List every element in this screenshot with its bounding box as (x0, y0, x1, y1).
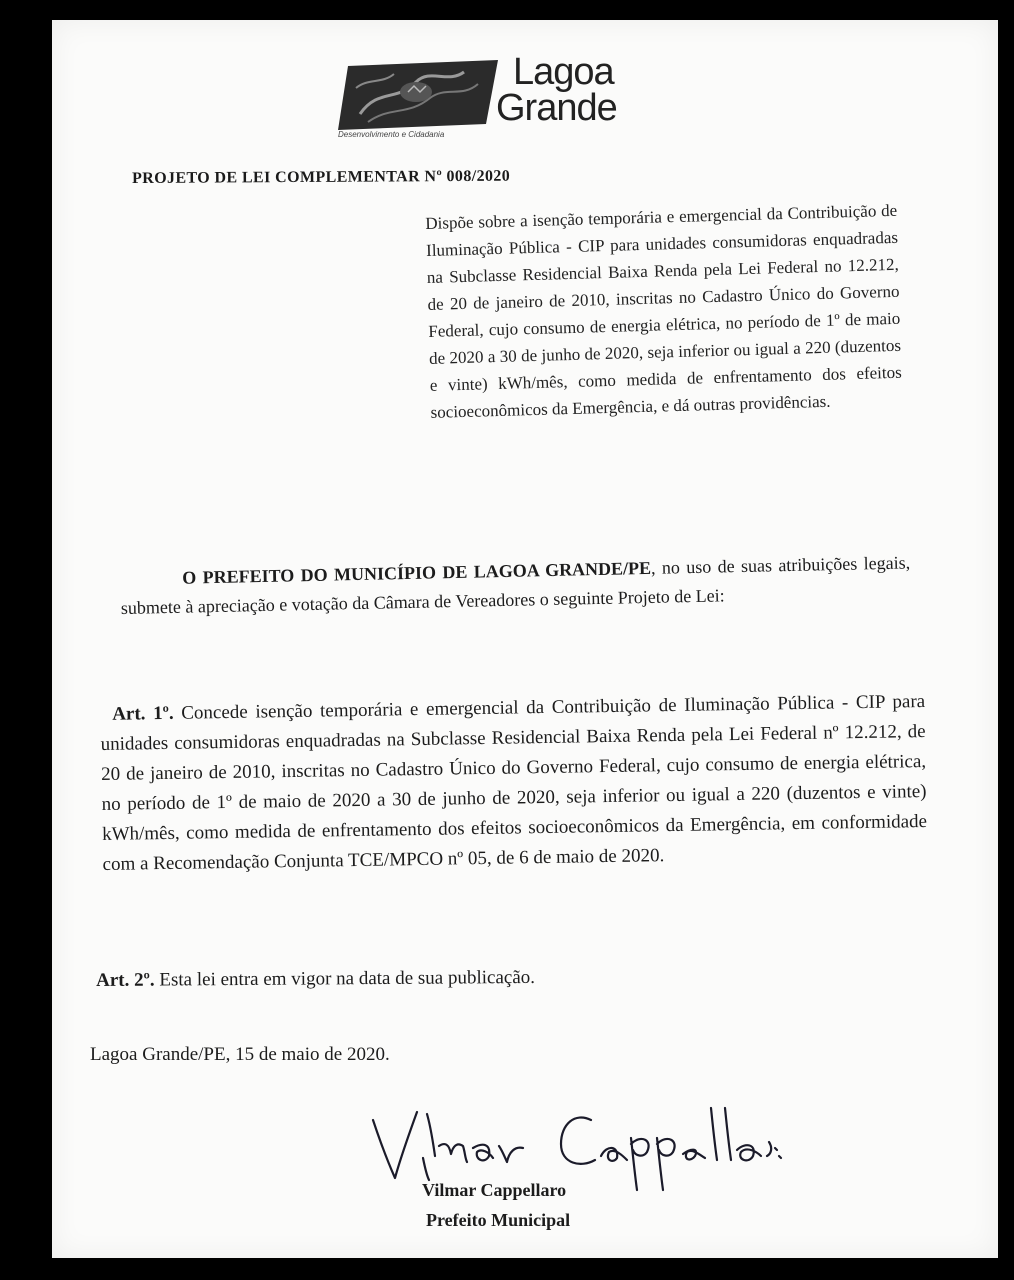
preamble-text: , no uso de suas atribuições legais, submete à apreciação e votação da Câmara de Vereadores o seguinte Projeto de Lei: (120, 552, 911, 618)
document-title: PROJETO DE LEI COMPLEMENTAR Nº 008/2020 (132, 167, 511, 187)
municipality-logo (338, 51, 668, 144)
logo-word-line2: Grande (496, 87, 617, 129)
place-date: Lagoa Grande/PE, 15 de maio de 2020. (90, 1044, 390, 1065)
article-2-text: Esta lei entra em vigor na data de sua publicação. (154, 966, 536, 991)
article-2 (96, 961, 796, 996)
preamble-authority: O PREFEITO DO MUNICÍPIO DE LAGOA GRANDE/PE (182, 557, 652, 588)
article-1-label: Art. 1º. (112, 702, 174, 725)
logo-emblem-icon (338, 58, 498, 132)
article-1 (100, 687, 928, 880)
signatory-name: Vilmar Cappellaro (422, 1180, 567, 1200)
logo-word-line1: Lagoa (513, 51, 614, 93)
signatory-role: Prefeito Municipal (426, 1210, 571, 1230)
article-2-label: Art. 2º. (96, 969, 155, 991)
article-1-text: Concede isenção temporária e emergencial da Contribuição de Iluminação Pública - CIP para unidades consumidoras enquadradas na Subclasse Residencial Baixa Renda pela Lei Federal nº 12.212, de 20 de janeiro de 2010, inscritas no Cadastro Único do Governo Federal, cujo consumo de energia elétrica, no período de 1º de maio de 2020 a 30 de junho de 2020, seja inferior ou igual a 220 (duzentos e vinte) kWh/mês, como medida de enfrentamento dos efeitos socioeconômicos da Emergência, em conformidade com a Recomendação Conjunta TCE/MPCO nº 05, de 6 de maio de 2020. (100, 691, 928, 875)
ementa-paragraph: Dispõe sobre a isenção temporária e emergencial da Contribuição de Iluminação Pública - CIP para unidades consumidoras enquadradas na Subclasse Residencial Baixa Renda pela Lei Federal no 12.212, de 20 de janeiro de 2010, inscritas no Cadastro Único do Governo Federal, cujo consumo de energia elétrica, no período de 1º de maio de 2020 a 30 de junho de 2020, seja inferior ou igual a 220 (duzentos e vinte) kWh/mês, como medida de enfrentamento dos efeitos socioeconômicos da Emergência, e dá outras providências. (425, 200, 902, 422)
handwritten-signature (365, 1098, 785, 1193)
logo-tagline: Desenvolvimento e Cidadania (338, 130, 445, 139)
